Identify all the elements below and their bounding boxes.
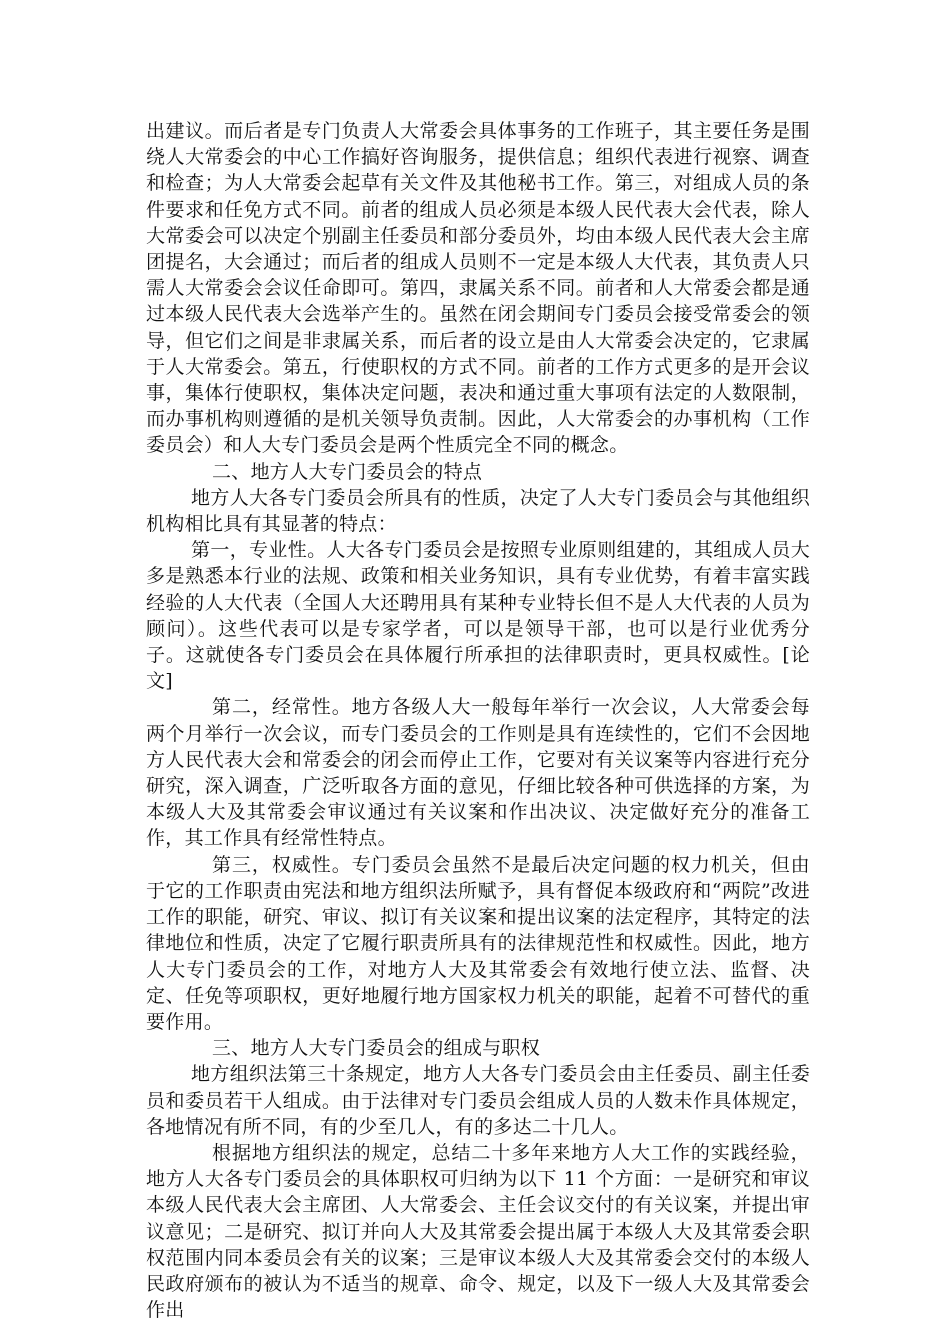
body-paragraph: 第三，权威性。专门委员会虽然不是最后决定问题的权力机关，但由于它的工作职责由宪法和地方组织法所赋予，具有督促本级政府和“两院”改进工作的职能，研究、审议、拟订有关议案和提出议案的法定程序，其特定的法律地位和性质，决定了它履行职责所具有的法律规范性和权威性。因此，地方人大专门委员会的工作，对地方人大及其常委会有效地行使立法、监督、决定、任免等项职权，更好地履行地方国家权力机关的职能，起着不可替代的重要作用。 (146, 853, 810, 1033)
document-page (146, 118, 810, 1323)
body-paragraph: 地方人大各专门委员会所具有的性质，决定了人大专门委员会与其他组织机构相比具有其显著的特点： (146, 486, 810, 536)
body-paragraph: 第一，专业性。人大各专门委员会是按照专业原则组建的，其组成人员大多是熟悉本行业的法规、政策和相关业务知识，具有专业优势，有着丰富实践经验的人大代表（全国人大还聘用具有某种专业特长但不是人大代表的人员为顾问）。这些代表可以是专家学者，可以是领导干部，也可以是行业优秀分子。这就使各专门委员会在具体履行所承担的法律职责时，更具权威性。[论文] (146, 539, 810, 693)
section-heading: 二、地方人大专门委员会的特点 (212, 460, 483, 483)
body-paragraph: 根据地方组织法的规定，总结二十多年来地方人大工作的实践经验，地方人大各专门委员会的具体职权可归纳为以下 11 个方面：一是研究和审议本级人民代表大会主席团、人大常委会、主任会议交付的有关议案，并提出审议意见；二是研究、拟订并向人大及其常委会提出属于本级人大及其常委会职权范围内同本委员会有关的议案；三是审议本级人大及其常委会交付的本级人民政府颁布的被认为不适当的规章、命令、规定，以及下一级人大及其常委会作出 (146, 1141, 810, 1322)
section-heading: 三、地方人大专门委员会的组成与职权 (212, 1037, 541, 1060)
body-paragraph: 第二，经常性。地方各级人大一般每年举行一次会议，人大常委会每两个月举行一次会议，而专门委员会的工作则是具有连续性的，它们不会因地方人民代表大会和常委会的闭会而停止工作，它要对有关议案等内容进行充分研究，深入调查，广泛听取各方面的意见，仔细比较各种可供选择的方案，为本级人大及其常委会审议通过有关议案和作出决议、决定做好充分的准备工作，其工作具有经常性特点。 (146, 696, 810, 850)
body-paragraph: 地方组织法第三十条规定，地方人大各专门委员会由主任委员、副主任委员和委员若干人组成。由于法律对专门委员会组成人员的人数未作具体规定，各地情况有所不同，有的少至几人，有的多达二十几人。 (146, 1063, 810, 1138)
body-paragraph: 出建议。而后者是专门负责人大常委会具体事务的工作班子，其主要任务是围绕人大常委会的中心工作搞好咨询服务，提供信息；组织代表进行视察、调查和检查；为人大常委会起草有关文件及其他秘书工作。第三，对组成人员的条件要求和任免方式不同。前者的组成人员必须是本级人民代表大会代表，除人大常委会可以决定个别副主任委员和部分委员外，均由本级人民代表大会主席团提名，大会通过；而后者的组成人员则不一定是本级人大代表，其负责人只需人大常委会会议任命即可。第四，隶属关系不同。前者和人大常委会都是通过本级人民代表大会选举产生的。虽然在闭会期间专门委员会接受常委会的领导，但它们之间是非隶属关系，而后者的设立是由人大常委会决定的，它隶属于人大常委会。第五，行使职权的方式不同。前者的工作方式更多的是开会议事，集体行使职权，集体决定问题，表决和通过重大事项有法定的人数限制，而办事机构则遵循的是机关领导负责制。因此，人大常委会的办事机构（工作委员会）和人大专门委员会是两个性质完全不同的概念。 (146, 120, 810, 457)
